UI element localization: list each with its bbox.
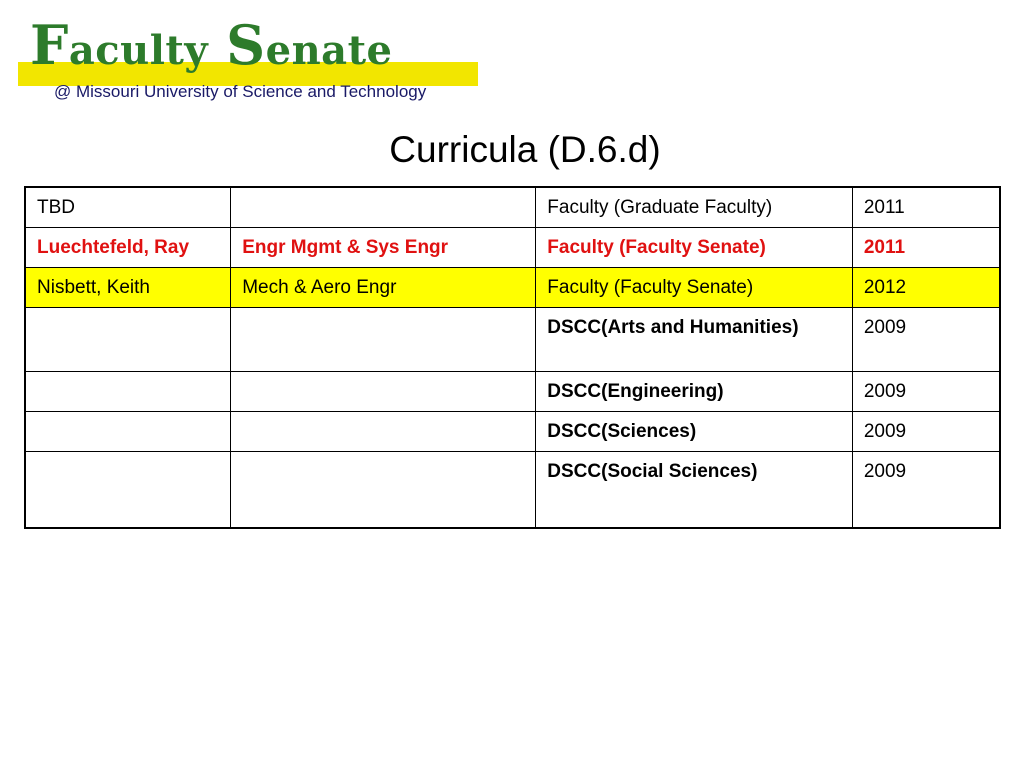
representing-cell: DSCC(Arts and Humanities) <box>536 308 853 372</box>
year-cell: 2012 <box>852 268 1000 308</box>
member-name-cell: Nisbett, Keith <box>25 268 231 308</box>
representing-cell: DSCC(Engineering) <box>536 372 853 412</box>
member-name-cell: Luechtefeld, Ray <box>25 228 231 268</box>
representing-cell: Faculty (Faculty Senate) <box>536 268 853 308</box>
department-cell: Mech & Aero Engr <box>231 268 536 308</box>
table-row <box>25 372 1000 412</box>
representing-cell: DSCC(Sciences) <box>536 412 853 452</box>
year-cell: 2011 <box>852 187 1000 228</box>
page-title: Curricula (D.6.d) <box>389 129 661 170</box>
year-cell: 2009 <box>852 412 1000 452</box>
table-row <box>25 452 1000 528</box>
logo-title-first-cap: F <box>30 13 69 77</box>
member-name-cell <box>25 308 231 372</box>
table-row <box>25 187 1000 228</box>
year-cell: 2009 <box>852 308 1000 372</box>
representing-cell: Faculty (Faculty Senate) <box>536 228 853 268</box>
department-cell <box>231 412 536 452</box>
representing-cell: DSCC(Social Sciences) <box>536 452 853 528</box>
member-name-cell <box>25 372 231 412</box>
logo-title-second-rest: enate <box>265 27 393 74</box>
table-row-highlighted-red <box>25 228 1000 268</box>
logo-subtitle: @ Missouri University of Science and Technology <box>54 82 427 101</box>
table-row-highlighted-yellow <box>25 268 1000 308</box>
department-cell: Engr Mgmt & Sys Engr <box>231 228 536 268</box>
logo-title-first-rest: aculty <box>68 27 209 74</box>
member-name-cell <box>25 452 231 528</box>
table-row <box>25 412 1000 452</box>
table-row <box>25 308 1000 372</box>
member-name-cell: TBD <box>25 187 231 228</box>
year-cell: 2009 <box>852 372 1000 412</box>
year-cell: 2009 <box>852 452 1000 528</box>
department-cell <box>231 372 536 412</box>
department-cell <box>231 308 536 372</box>
member-name-cell <box>25 412 231 452</box>
department-cell <box>231 452 536 528</box>
department-cell <box>231 187 536 228</box>
representing-cell: Faculty (Graduate Faculty) <box>536 187 853 228</box>
faculty-senate-logo <box>18 14 480 104</box>
committee-roster-table <box>24 186 1001 529</box>
year-cell: 2011 <box>852 228 1000 268</box>
logo-title <box>30 13 393 77</box>
logo-title-second-cap: S <box>226 13 266 77</box>
